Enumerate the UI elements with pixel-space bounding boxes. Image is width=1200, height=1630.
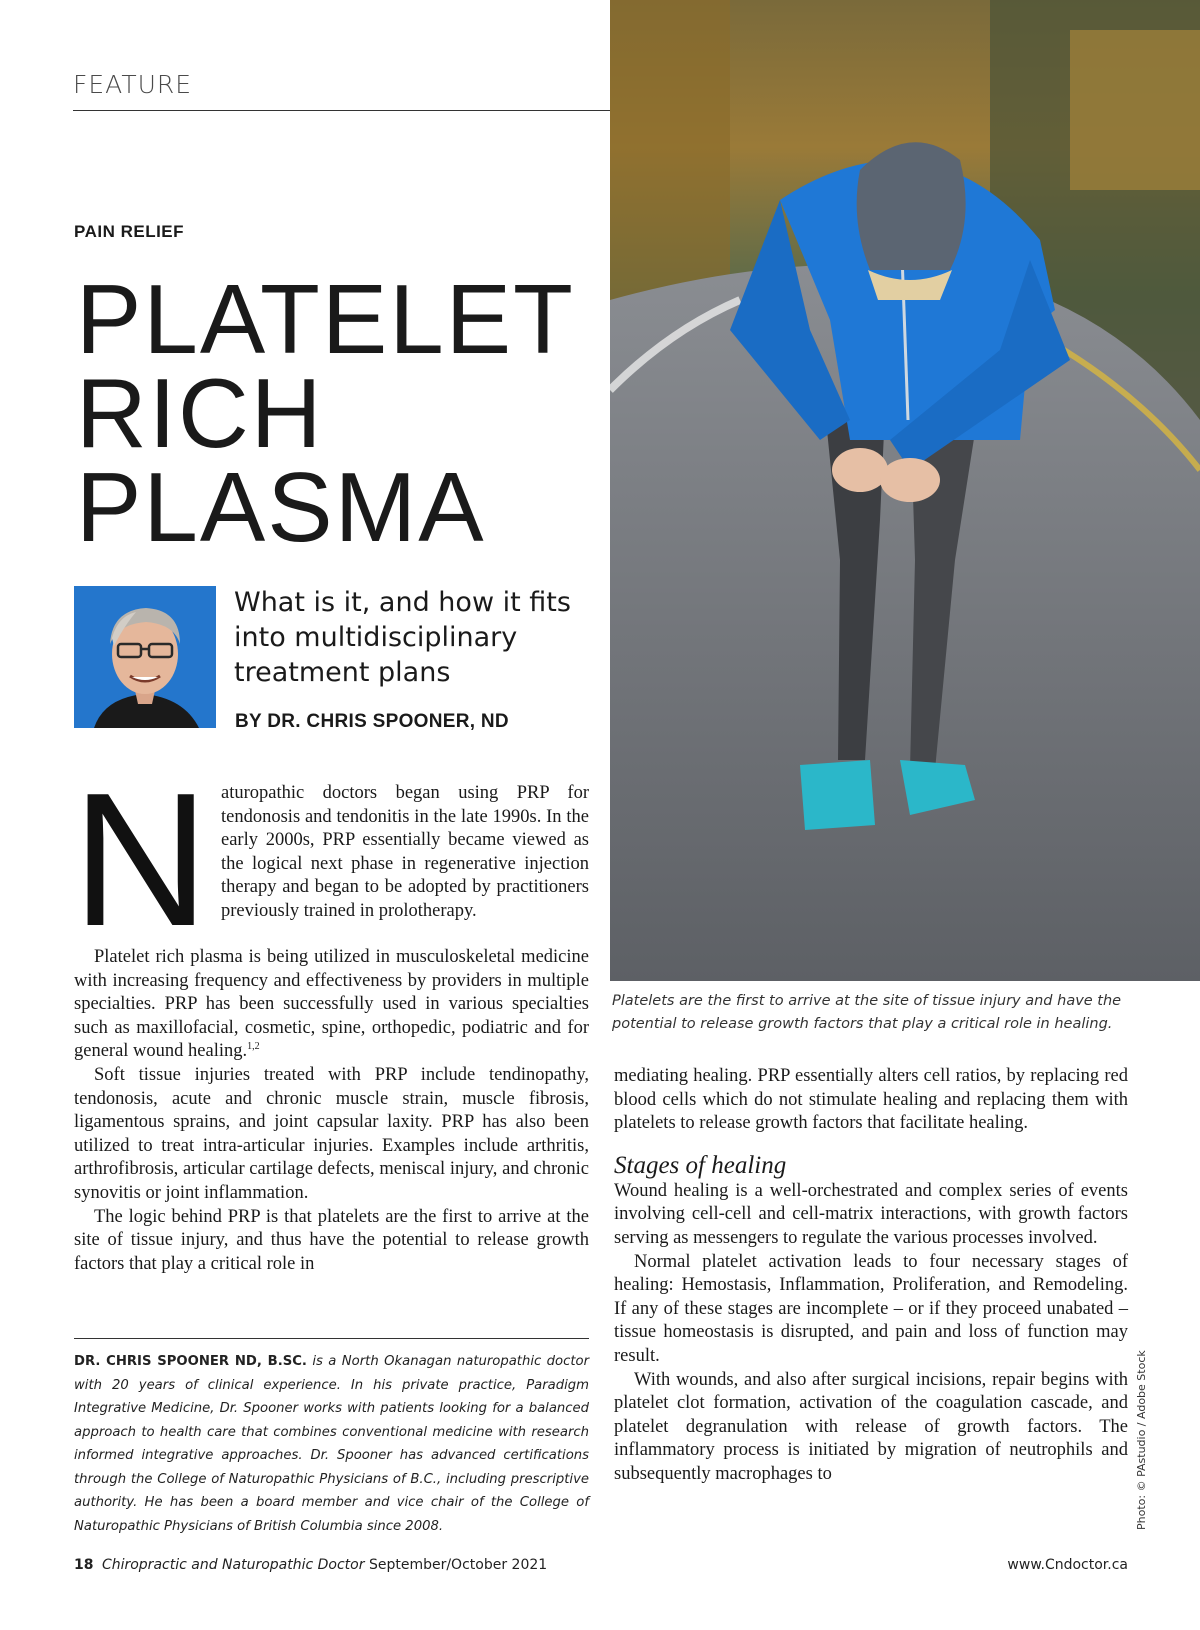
section-rule [73,110,610,111]
footnote-ref: 1,2 [247,1041,260,1053]
section-label: FEATURE [73,70,193,99]
runner-knee-pain-illustration [610,0,1200,981]
body-column-2 [614,1065,1128,1487]
kicker: PAIN RELIEF [74,222,185,241]
title-line: PLASMA [76,452,486,562]
intro-paragraph-block [221,782,589,924]
section-heading: Stages of healing [614,1151,787,1179]
title-line: PLATELET [76,264,575,374]
bio-name: DR. CHRIS SPOONER ND, B.SC. [74,1354,307,1369]
body-paragraph: With wounds, and also after surgical incisions, repair begins with platelet clot formation, activation of the coagulation cascade, and platelet degranulation with release of growth factors. The inflammatory process is initiated by migration of neutrophils and subsequently macrophages to [614,1369,1128,1484]
byline: BY DR. CHRIS SPOONER, ND [235,711,509,732]
photo-credit: Photo: © PAstudio / Adobe Stock [1135,1350,1148,1530]
body-paragraph [74,946,589,1064]
body-paragraph: Normal platelet activation leads to four necessary stages of healing: Hemostasis, Inflammation, Proliferation, and Remodeling. If any of these stages are incomplete – or if they proceed unabated – tissue homeostasis is disrupted, and pain and loss of function may result. [614,1251,1128,1366]
website-link[interactable]: www.Cndoctor.ca [1007,1557,1128,1573]
article-title [76,264,575,562]
article-subtitle: What is it, and how it fits into multidisciplinary treatment plans [234,587,571,688]
magazine-name: Chiropractic and Naturopathic Doctor [101,1557,365,1573]
bio-rule [74,1338,589,1339]
body-column-1 [74,946,589,1276]
issue-date: September/October 2021 [368,1557,548,1573]
photo-caption: Platelets are the first to arrive at the site of tissue injury and have the potential to release growth factors that play a critical role in healing. [612,993,1122,1032]
hero-photo [610,0,1200,981]
body-paragraph: Wound healing is a well-orchestrated and complex series of events involving cell-cell and cell-matrix interactions, with growth factors serving as messengers to regulate the various processes involved. [614,1180,1128,1248]
title-line: RICH [76,358,324,468]
drop-cap: N [72,754,210,966]
body-paragraph: Soft tissue injuries treated with PRP include tendinopathy, tendonosis, acute and chronic muscle strain, muscle fibrosis, ligamentous sprains, and joint capsular laxity. PRP has also been utilized to treat intra-articular injuries. Examples include arthritis, arthrofibrosis, articular cartilage defects, meniscal injury, and chronic synovitis or joint inflammation. [74,1064,589,1203]
body-paragraph-text: Platelet rich plasma is being utilized in musculoskeletal medicine with increasing frequency and effectiveness by providers in multiple specialties. PRP has been successfully used in various specialties such as maxillofacial, cosmetic, spine, orthopedic, podiatric and for general wound healing. [74,947,589,1062]
body-paragraph: The logic behind PRP is that platelets are the first to arrive at the site of tissue injury, and thus have the potential to release growth factors that play a critical role in [74,1206,589,1274]
bio-text: is a North Okanagan naturopathic doctor with 20 years of clinical experience. In his private practice, Paradigm Integrative Medicine, Dr. Spooner works with patients looking for a balanced approach to health care that combines conventional medicine with research informed integrative approaches. Dr. Spooner has advanced certifications through the College of Naturopathic Physicians of B.C., including prescriptive authority. He has been a board member and vice chair of the College of Naturopathic Physicians of British Columbia since 2008. [74,1354,589,1534]
footer-left [74,1557,547,1573]
body-paragraph: mediating healing. PRP essentially alters cell ratios, by replacing red blood cells which do not stimulate healing and replacing them with platelets to release growth factors that facilitate healing. [614,1066,1128,1134]
page-number: 18 [74,1557,94,1573]
intro-paragraph: aturopathic doctors began using PRP for tendonosis and tendonitis in the late 1990s. In the early 2000s, PRP essentially became viewed as the logical next phase in regenerative injection therapy and began to be adopted by practitioners previously trained in prolotherapy. [221,783,589,921]
author-portrait-illustration [74,586,216,728]
author-bio [74,1350,589,1538]
author-photo [74,586,216,728]
